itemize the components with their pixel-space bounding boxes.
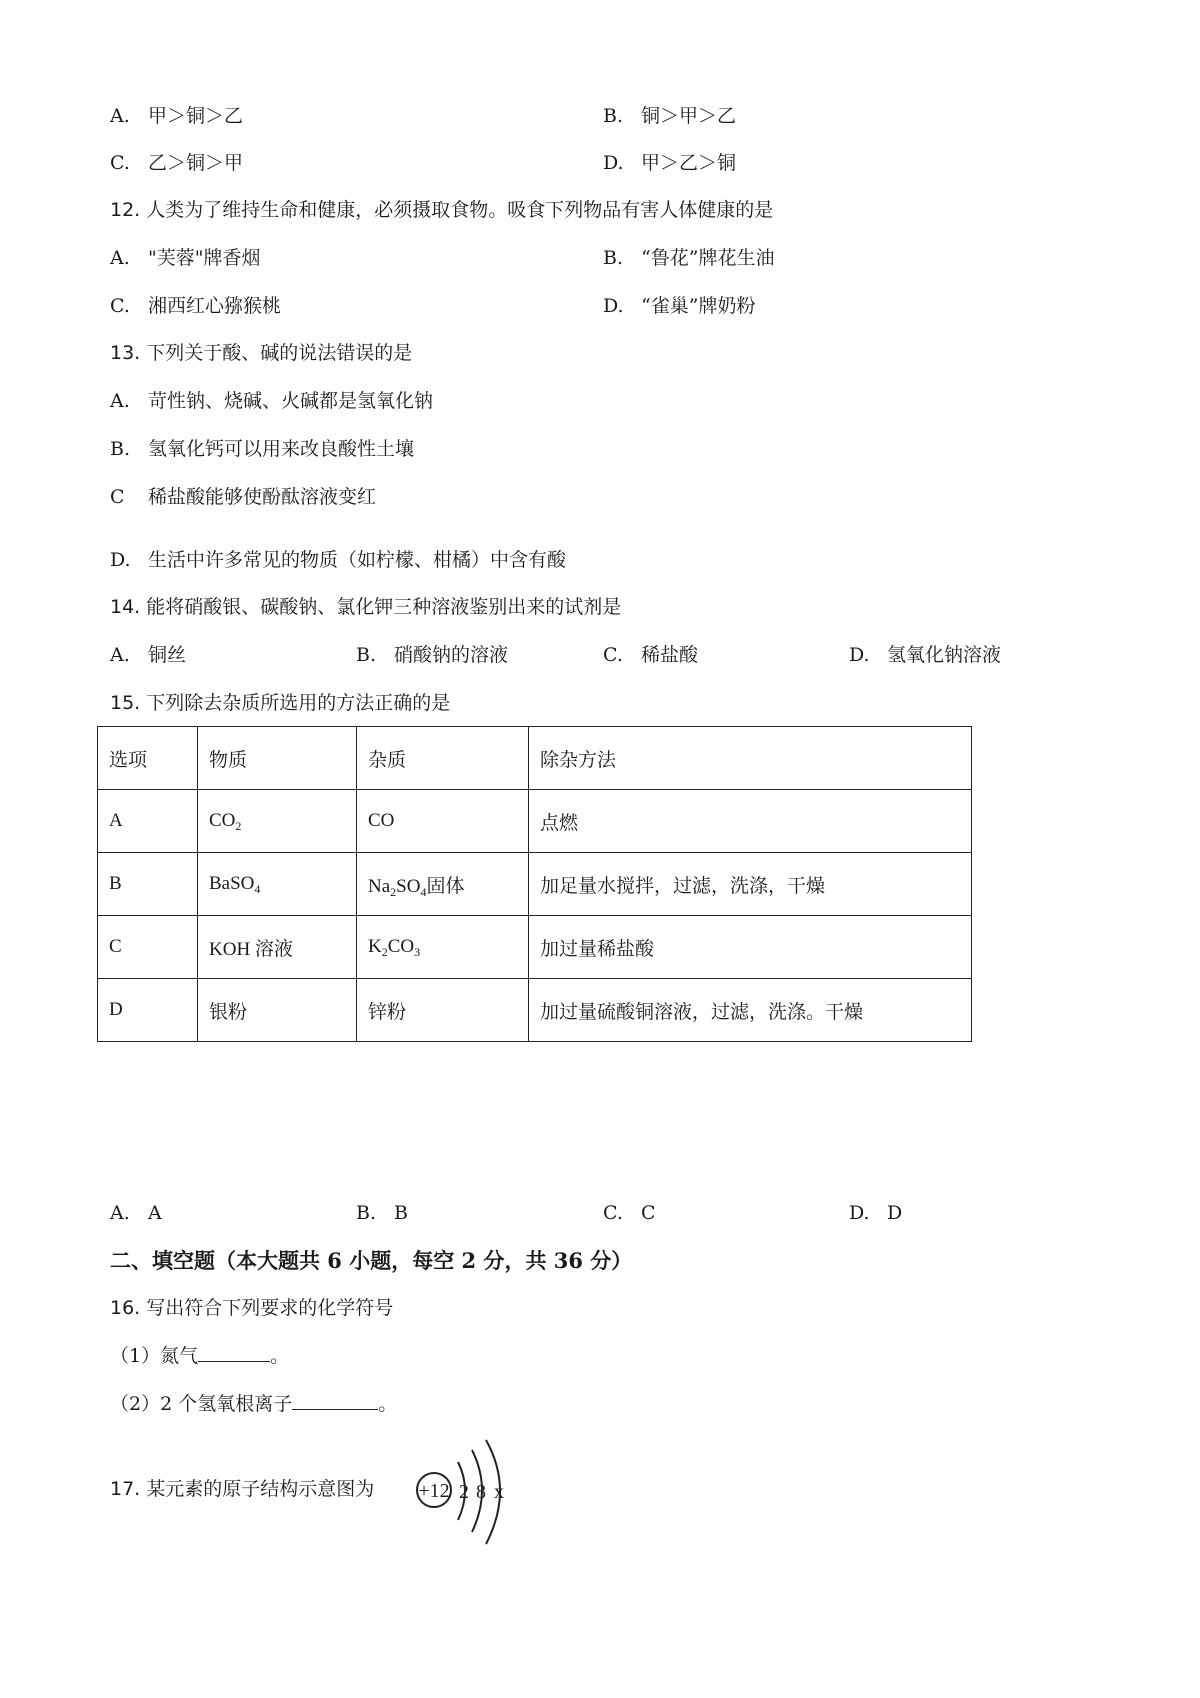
option-text: 稀盐酸 [641, 644, 699, 666]
method-cell: 加过量稀盐酸 [529, 916, 972, 979]
shell-electron-count: x [494, 1481, 504, 1503]
atomic-structure-diagram [412, 1438, 522, 1554]
q14-stem [110, 594, 621, 620]
question-number: 17. [110, 1478, 141, 1500]
option-label: D. [603, 152, 624, 174]
option-label: B. [110, 438, 131, 460]
q11-option-b [603, 103, 736, 129]
question-number: 13. [110, 342, 141, 364]
option-text: 铜丝 [148, 644, 187, 666]
substance-cell [198, 979, 357, 1042]
table-row [98, 853, 972, 916]
q15-option-c [603, 1200, 656, 1226]
option-text: 铜＞甲＞乙 [641, 105, 737, 127]
option-label: D. [110, 549, 131, 571]
q17-stem [110, 1476, 374, 1502]
substance-cell [198, 790, 357, 853]
option-label: A. [110, 247, 130, 269]
question-text: 能将硝酸银、碳酸钠、氯化钾三种溶液鉴别出来的试剂是 [146, 596, 622, 618]
q13-option-d [110, 547, 566, 573]
impurity-cell [357, 853, 529, 916]
header-cell: 除杂方法 [529, 727, 972, 790]
substance-cell [198, 916, 357, 979]
impurity-cell [357, 979, 529, 1042]
option-text: 甲＞铜＞乙 [148, 105, 244, 127]
q16-stem [110, 1295, 393, 1321]
question-number: 12. [110, 199, 141, 221]
option-label: A. [110, 644, 130, 666]
q13-option-b [110, 436, 414, 462]
option-cell: B [98, 853, 198, 916]
header-cell: 物质 [198, 727, 357, 790]
q11-option-a [110, 103, 243, 129]
option-text: 硝酸钠的溶液 [394, 644, 509, 666]
table-row [98, 979, 972, 1042]
option-label: C [110, 486, 125, 508]
q15-option-b [356, 1200, 408, 1226]
formula-subscript: 2 [381, 945, 388, 959]
question-text: 某元素的原子结构示意图为 [146, 1478, 375, 1500]
option-cell: C [98, 916, 198, 979]
q12-stem [110, 197, 773, 223]
table-row [98, 790, 972, 853]
option-text: 甲＞乙＞铜 [641, 152, 737, 174]
q12-option-d [603, 293, 755, 319]
option-cell: D [98, 979, 198, 1042]
option-label: B. [603, 247, 624, 269]
substance-cell [198, 853, 357, 916]
shell-electron-count: 2 [459, 1481, 469, 1503]
part-label: （2） [110, 1393, 161, 1415]
formula-subscript: 3 [414, 945, 421, 959]
formula-text: SO [396, 875, 421, 897]
header-cell: 杂质 [357, 727, 529, 790]
question-text: 下列除去杂质所选用的方法正确的是 [146, 692, 451, 714]
q15-table [97, 726, 972, 1042]
formula-subscript: 4 [420, 884, 427, 899]
option-label: C. [603, 644, 623, 666]
question-text: 写出符合下列要求的化学符号 [146, 1297, 394, 1319]
option-label: A. [110, 390, 130, 412]
formula-subscript: 4 [254, 882, 261, 896]
q14-option-c [603, 642, 698, 668]
q16-part-2 [110, 1391, 397, 1417]
formula-subscript: 2 [235, 819, 242, 833]
q14-option-a [110, 642, 186, 668]
formula-text: KOH 溶液 [209, 938, 293, 960]
nucleus-charge: +12 [418, 1480, 450, 1502]
header-cell: 选项 [98, 727, 198, 790]
option-text: 稀盐酸能够使酚酞溶液变红 [148, 486, 377, 508]
option-label: B. [356, 1202, 377, 1224]
option-text: A [148, 1202, 162, 1224]
option-label: C. [603, 1202, 623, 1224]
question-number: 14. [110, 596, 141, 618]
option-text: C [641, 1202, 656, 1224]
option-text: 氢氧化钙可以用来改良酸性土壤 [148, 438, 415, 460]
part-end: 。 [378, 1393, 398, 1415]
option-cell: A [98, 790, 198, 853]
formula-subscript: 2 [390, 884, 397, 899]
option-label: D. [849, 644, 870, 666]
q12-option-c [110, 293, 281, 319]
question-number: 16. [110, 1297, 141, 1319]
option-label: B. [356, 644, 377, 666]
table-header-row [98, 727, 972, 790]
q11-option-d [603, 150, 736, 176]
option-label: C. [110, 295, 130, 317]
q15-stem [110, 690, 450, 716]
formula-text: K [368, 936, 382, 957]
q13-option-c [110, 484, 376, 510]
answer-blank[interactable] [198, 1343, 270, 1362]
q16-part-1 [110, 1343, 289, 1369]
part-end: 。 [270, 1345, 290, 1367]
q12-option-b [603, 245, 774, 271]
q15-option-a [110, 1200, 162, 1226]
q14-option-b [356, 642, 508, 668]
impurity-cell [357, 916, 529, 979]
option-text: 苛性钠、烧碱、火碱都是氢氧化钠 [148, 390, 434, 412]
part-label: （1） [110, 1345, 161, 1367]
option-label: A. [110, 105, 130, 127]
formula-text: BaSO [209, 873, 255, 894]
q13-option-a [110, 388, 433, 414]
formula-text: 锌粉 [368, 1001, 407, 1023]
q12-option-a [110, 245, 261, 271]
option-text: D [887, 1202, 903, 1224]
q14-option-d [849, 642, 1001, 668]
method-cell: 加足量水搅拌，过滤，洗涤，干燥 [529, 853, 972, 916]
formula-text: 银粉 [209, 1001, 248, 1023]
method-cell: 加过量硫酸铜溶液，过滤，洗涤。干燥 [529, 979, 972, 1042]
option-text: B [394, 1202, 409, 1224]
part-text: 2 个氢氧根离子 [160, 1393, 293, 1415]
shell-electron-count: 8 [476, 1481, 486, 1503]
formula-text: CO [368, 810, 395, 831]
question-text: 下列关于酸、碱的说法错误的是 [146, 342, 413, 364]
impurity-cell [357, 790, 529, 853]
option-text: 生活中许多常见的物质（如柠檬、柑橘）中含有酸 [148, 549, 567, 571]
part-text: 氮气 [160, 1345, 199, 1367]
section-title: 二、填空题（本大题共 6 小题，每空 2 分，共 36 分） [110, 1248, 633, 1273]
q13-stem [110, 340, 412, 366]
option-text: 湘西红心猕猴桃 [148, 295, 282, 317]
option-label: D. [603, 295, 624, 317]
option-text: "芙蓉"牌香烟 [148, 247, 261, 269]
option-text: 乙＞铜＞甲 [148, 152, 244, 174]
option-text: “雀巢”牌奶粉 [641, 295, 756, 317]
option-text: “鲁花”牌花生油 [641, 247, 775, 269]
formula-text: Na [368, 875, 391, 897]
q11-option-c [110, 150, 243, 176]
option-label: D. [849, 1202, 870, 1224]
option-text: 氢氧化钠溶液 [887, 644, 1002, 666]
formula-text: CO [209, 810, 236, 831]
formula-tail: 固体 [426, 875, 465, 897]
question-text: 人类为了维持生命和健康，必须摄取食物。吸食下列物品有害人体健康的是 [146, 199, 774, 221]
q15-option-d [849, 1200, 902, 1226]
option-label: B. [603, 105, 624, 127]
method-cell: 点燃 [529, 790, 972, 853]
formula-text: CO [387, 936, 415, 957]
table-row [98, 916, 972, 979]
question-number: 15. [110, 692, 141, 714]
answer-blank[interactable] [292, 1391, 378, 1410]
option-label: A. [110, 1202, 130, 1224]
option-label: C. [110, 152, 130, 174]
